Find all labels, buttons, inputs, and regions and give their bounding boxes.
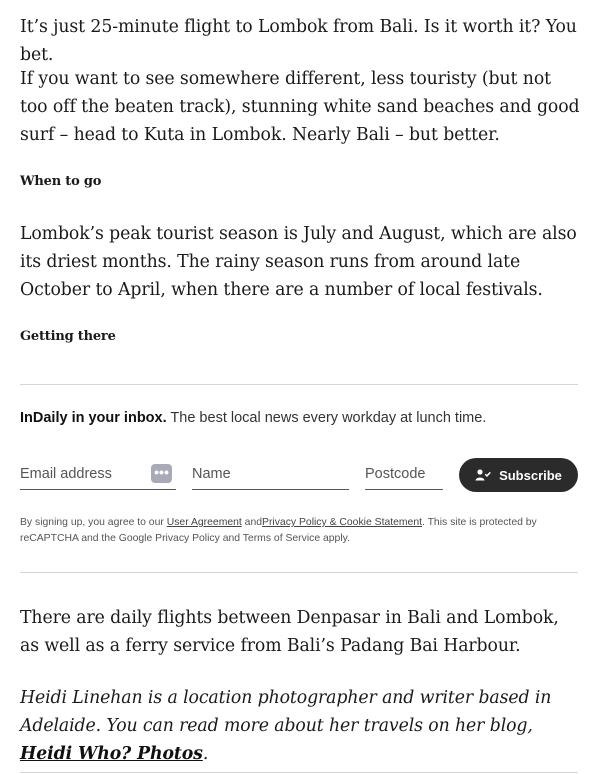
section-heading-getting-there: Getting there: [20, 329, 116, 344]
password-manager-icon[interactable]: •••: [151, 464, 172, 483]
author-bio-text: Heidi Linehan is a location photographer and writer based in Adelaide. You can read more about her travels on her blog,: [20, 688, 552, 736]
newsletter-bottom-divider: [20, 572, 578, 573]
signup-disclaimer: By signing up, you agree to our User Agreement andPrivacy Policy & Cookie Statement. This site is protected by reCAPTCHA and the Google Privacy Policy and Terms of Service apply.: [20, 517, 537, 544]
email-placeholder: Email address: [20, 466, 112, 482]
author-bio: Heidi Linehan is a location photographer and writer based in Adelaide. You can read more about her travels on her blog, Heidi Who? Photos.: [20, 688, 552, 764]
article-paragraph-getting-there: There are daily flights between Denpasar in Bali and Lombok, as well as a ferry service from Bali’s Padang Bai Harbour.: [20, 608, 559, 656]
user-agreement-link[interactable]: User Agreement: [166, 517, 242, 528]
name-field[interactable]: [192, 458, 349, 490]
section-heading-when-to-go: When to go: [20, 174, 102, 189]
postcode-placeholder: Postcode: [365, 466, 426, 482]
subscribe-label: Subscribe: [499, 467, 562, 483]
person-check-icon: [475, 469, 491, 481]
newsletter-top-divider: [20, 384, 578, 385]
article-end-divider: [20, 772, 578, 773]
subscribe-button[interactable]: [459, 458, 578, 492]
article-paragraph-season: Lombok’s peak tourist season is July and August, which are also its driest months. The rainy season runs from around late October to April, when there are a number of local festivals.: [20, 224, 577, 300]
privacy-policy-link[interactable]: Privacy Policy & Cookie Statement: [262, 517, 422, 528]
email-field[interactable]: [20, 458, 176, 490]
newsletter-title: [20, 410, 486, 426]
newsletter-tagline: The best local news every workday at lunch time.: [170, 410, 487, 426]
blog-link[interactable]: Heidi Who? Photos: [20, 744, 203, 764]
name-placeholder: Name: [192, 466, 231, 482]
postcode-field[interactable]: [365, 458, 443, 490]
article-paragraph-intro: It’s just 25-minute flight to Lombok from Bali. Is it worth it? You bet.: [20, 17, 577, 65]
article-paragraph-why: If you want to see somewhere different, less touristy (but not too off the beaten track), stunning white sand beaches and good surf – head to Kuta in Lombok. Nearly Bali – but better.: [20, 69, 580, 145]
newsletter-brand: InDaily in your inbox.: [20, 410, 167, 426]
